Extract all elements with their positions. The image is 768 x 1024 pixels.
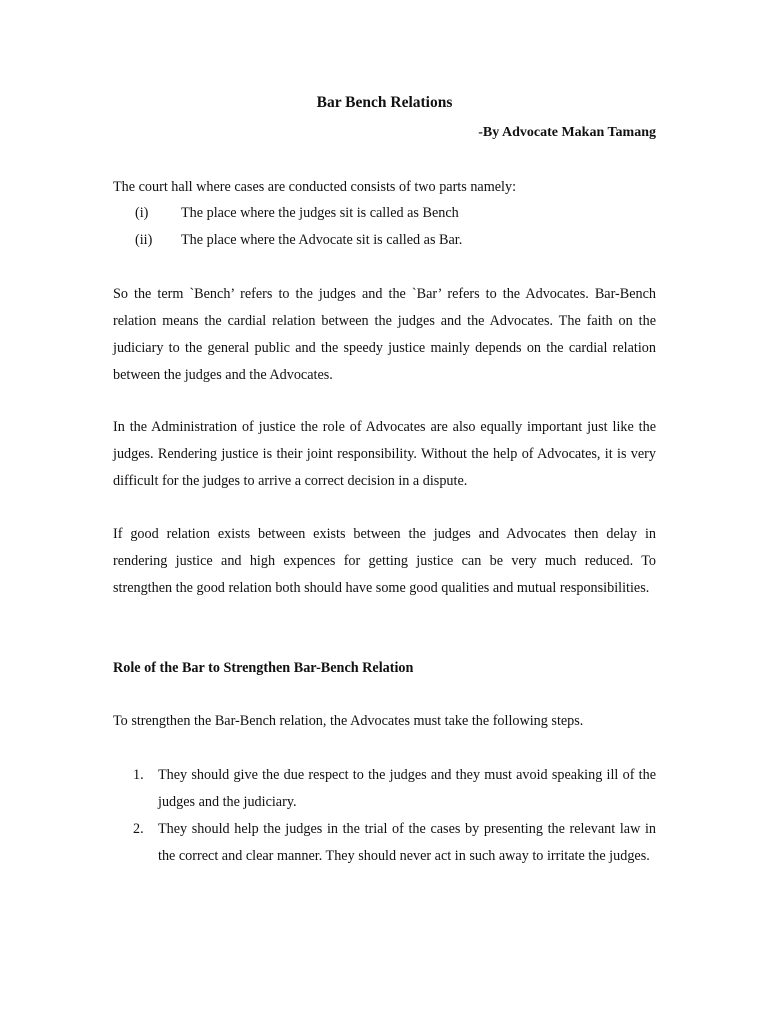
paragraph-good-relation: If good relation exists between exists between the judges and Advocates then delay in rendering justice and high expences for getting justice can be very much reduced. To strengthen the good relation both should have some good qualities and mutual responsibilities.: [113, 526, 656, 596]
list-number: 1.: [133, 767, 144, 783]
list-item-text: The place where the judges sit is called as Bench: [181, 205, 459, 221]
list-number: 2.: [133, 821, 144, 837]
list-marker: (ii): [135, 232, 153, 248]
steps-list: [133, 762, 656, 870]
paragraph-role-of-advocates: In the Administration of justice the role of Advocates are also equally important just like the judges. Rendering justice is their joint responsibility. Without the help of Advocates, it is very difficult for the judges to arrive a correct decision in a dispute.: [113, 419, 656, 489]
court-parts-list: [135, 200, 655, 254]
author-line: -By Advocate Makan Tamang: [478, 125, 656, 140]
list-item: [133, 816, 656, 870]
paragraph-steps-intro: To strengthen the Bar-Bench relation, the Advocates must take the following steps.: [113, 713, 584, 729]
paragraph-bench-bar-definition: So the term `Bench’ refers to the judges and the `Bar’ refers to the Advocates. Bar-Bench relation means the cardial relation between the judges and the Advocates. The faith on the judiciary to the general public and the speedy justice mainly depends on the cardial relation between the judges and the Advocates.: [113, 286, 656, 383]
list-item-text: The place where the Advocate sit is called as Bar.: [181, 232, 463, 248]
list-item-text: They should give the due respect to the judges and they must avoid speaking ill of the judges and the judiciary.: [158, 767, 656, 810]
document-title: Bar Bench Relations: [316, 94, 453, 111]
list-item: [133, 762, 656, 816]
list-marker: (i): [135, 205, 149, 221]
list-item-text: They should help the judges in the trial of the cases by presenting the relevant law in the correct and clear manner. They should never act in such away to irritate the judges.: [158, 821, 656, 864]
list-item: [135, 200, 655, 227]
list-item: [135, 227, 655, 254]
section-heading: Role of the Bar to Strengthen Bar-Bench Relation: [113, 660, 414, 676]
intro-text: The court hall where cases are conducted consists of two parts namely:: [113, 179, 517, 195]
